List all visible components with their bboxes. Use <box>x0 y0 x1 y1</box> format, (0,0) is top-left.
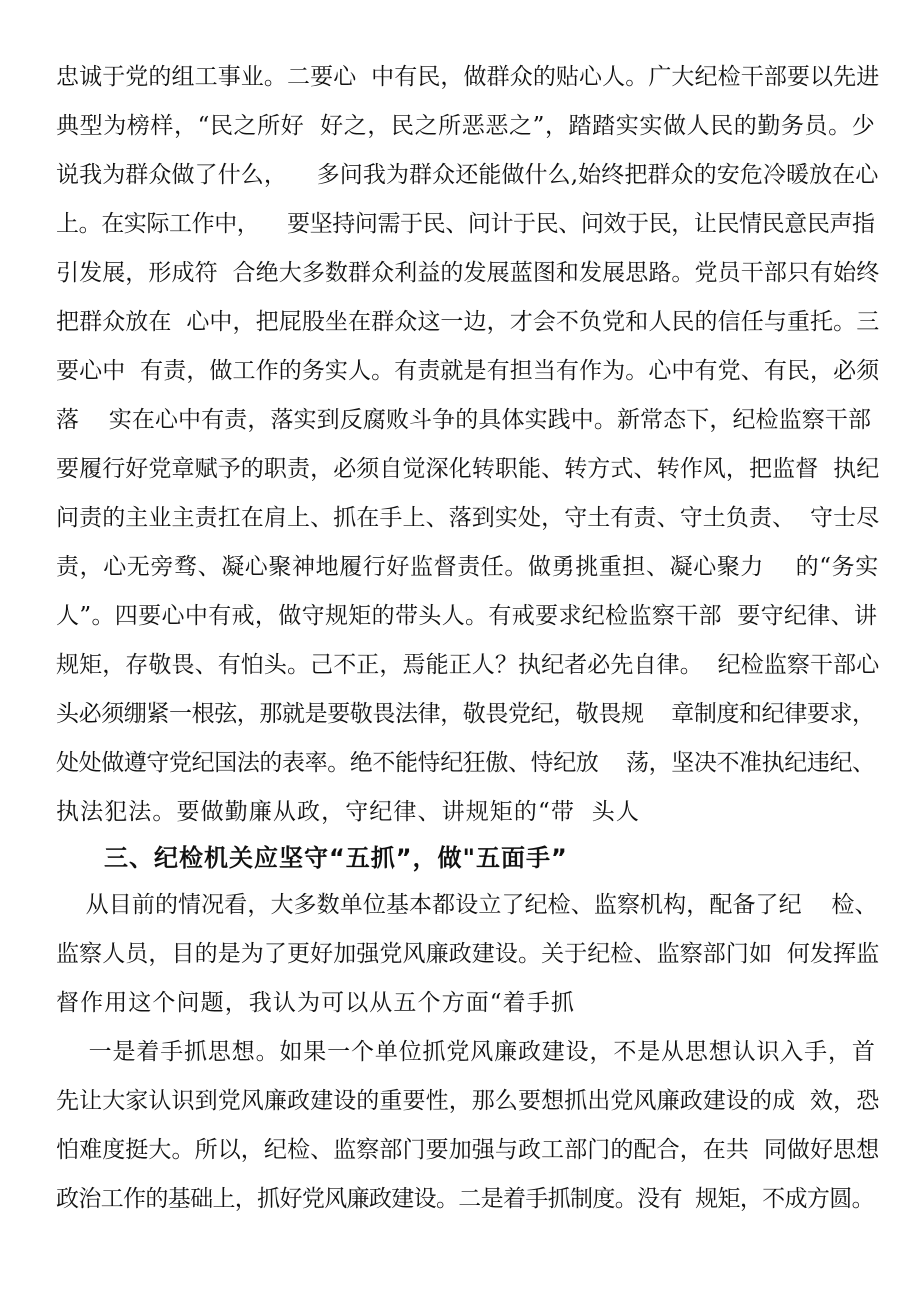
text-line: 政治工作的基础上，抓好党风廉政建设。二是着手抓制度。没有 规矩，不成方圆。 <box>56 1186 874 1212</box>
text-line: 典型为榜样，“民之所好 好之，民之所恶恶之”，踏踏实实做人民的勤务员。少 <box>56 113 876 139</box>
text-line: 监察人员，目的是为了更好加强党风廉政建设。关于纪检、监察部门如 何发挥监 <box>56 941 880 967</box>
section-heading: 三、纪检机关应坚守“五抓”，做"五面手” <box>104 844 568 872</box>
text-line: 说我为群众做了什么， 多问我为群众还能做什么,始终把群众的安危冷暖放在心 <box>56 162 879 188</box>
text-line: 规矩，存敬畏、有怕头。己不正，焉能正人？执纪者必先自律。 纪检监察干部心 <box>56 652 880 678</box>
text-line: 从目前的情况看，大多数单位基本都设立了纪检、监察机构，配备了纪 检、 <box>56 892 878 918</box>
text-line: 责，心无旁骛、凝心聚神地履行好监督责任。做勇挑重担、凝心聚力 的“务实 <box>56 554 879 580</box>
text-line: 处处做遵守党纪国法的表率。绝不能恃纪狂傲、恃纪放 荡，坚决不准执纪违纪、 <box>56 750 875 776</box>
text-line: 要履行好党章赋予的职责，必须自觉深化转职能、转方式、转作风，把监督 执纪 <box>56 456 880 482</box>
text-line: 人”。四要心中有戒，做守规矩的带头人。有戒要求纪检监察干部 要守纪律、讲 <box>56 603 878 629</box>
text-line: 引发展，形成符 合绝大多数群众利益的发展蓝图和发展思路。党员干部只有始终 <box>56 260 880 286</box>
text-line: 执法犯法。要做勤廉从政，守纪律、讲规矩的“带 头人 <box>56 799 640 825</box>
text-line: 一是着手抓思想。如果一个单位抓党风廉政建设，不是从思想认识入手，首 <box>56 1039 876 1065</box>
text-line: 上。在实际工作中， 要坚持问需于民、问计于民、问效于民，让民情民意民声指 <box>56 211 875 237</box>
text-line: 落 实在心中有责，落实到反腐败斗争的具体实践中。新常态下，纪检监察干部 <box>56 407 872 433</box>
text-line: 要心中 有责，做工作的务实人。有责就是有担当有作为。心中有党、有民，必须 <box>56 358 880 384</box>
text-line: 怕难度挺大。所以，纪检、监察部门要加强与政工部门的配合，在共 同做好思想 <box>56 1137 880 1163</box>
text-line: 问责的主业主责扛在肩上、抓在手上、落到实处，守土有责、守土负责、 守士尽 <box>56 505 880 531</box>
text-line: 把群众放在 心中，把屁股坐在群众这一边，才会不负党和人民的信任与重托。三 <box>56 309 880 335</box>
text-line: 先让大家认识到党风廉政建设的重要性，那么要想抓出党风廉政建设的成 效，恐 <box>56 1088 880 1114</box>
text-line: 头必须绷紧一根弦，那就是要敬畏法律，敬畏党纪，敬畏规 章制度和纪律要求， <box>56 701 875 727</box>
text-line: 督作用这个问题，我认为可以从五个方面“着手抓 <box>56 990 575 1016</box>
text-line: 忠诚于党的组工事业。二要心 中有民，做群众的贴心人。广大纪检干部要以先进 <box>56 64 880 90</box>
